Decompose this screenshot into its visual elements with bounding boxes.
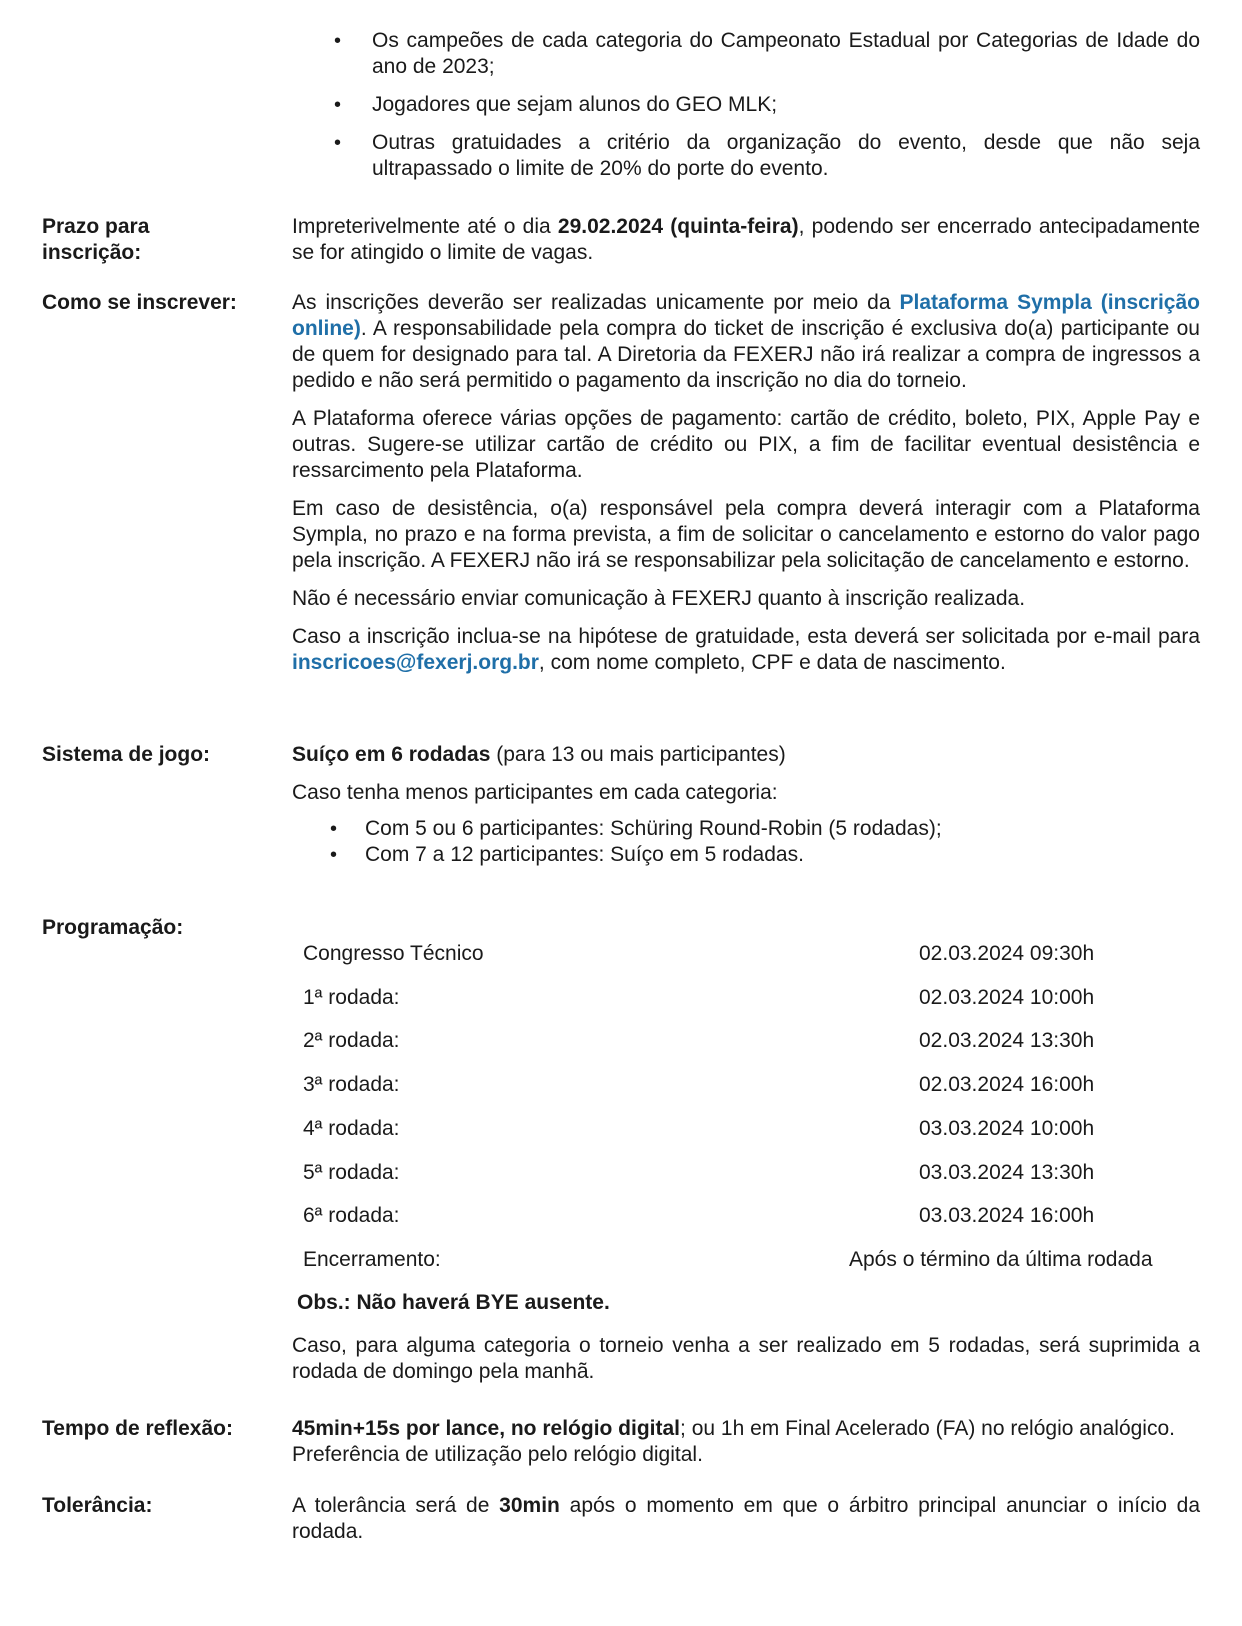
paragraph: A Plataforma oferece várias opções de pagamento: cartão de crédito, boleto, PIX, Apple Pay e outras. Sugere-se utilizar cartão de crédito ou PIX, a fim de facilitar eventual desistência e ressarcimento pela Plataforma. xyxy=(292,407,1200,482)
paragraph: Não é necessário enviar comunicação à FEXERJ quanto à inscrição realizada. xyxy=(292,587,1026,610)
time-control-label: Tempo de reflexão: xyxy=(42,1417,233,1440)
sympla-link[interactable]: Plataforma Sympla (inscrição online) xyxy=(292,291,1200,340)
deadline-label: Prazo para inscrição: xyxy=(42,215,150,264)
free-entry-list xyxy=(292,28,1200,194)
deadline-text: Impreterivelmente até o dia 29.02.2024 (quinta-feira), podendo ser encerrado antecipadamente se for atingido o limite de vagas. xyxy=(292,215,1200,264)
how-to-register-section xyxy=(292,290,1200,688)
schedule-row: Congresso Técnico 02.03.2024 09:30h xyxy=(303,942,1095,965)
paragraph: Caso a inscrição inclua-se na hipótese de gratuidade, esta deverá ser solicitada por e-mail para inscricoes@fexerj.org.br, com nome completo, CPF e data de nascimento. xyxy=(292,625,1200,674)
game-system-options xyxy=(292,816,1200,868)
schedule-label: Programação: xyxy=(42,916,184,939)
list-item: • Outras gratuidades a critério da organização do evento, desde que não seja ultrapassado o limite de 20% do porte do evento. xyxy=(292,130,1200,182)
schedule-row: Encerramento: Após o término da última rodada xyxy=(303,1248,1153,1271)
how-to-register-label: Como se inscrever: xyxy=(42,291,237,314)
schedule-row: 6ª rodada: 03.03.2024 16:00h xyxy=(303,1204,1095,1227)
schedule-row: 2ª rodada: 02.03.2024 13:30h xyxy=(303,1029,1095,1052)
schedule-row: 4ª rodada: 03.03.2024 10:00h xyxy=(303,1117,1095,1140)
time-control-text: 45min+15s por lance, no relógio digital; ou 1h em Final Acelerado (FA) no relógio analógico. Preferência de utilização pelo relógio digital. xyxy=(292,1417,1175,1466)
email-link[interactable]: inscricoes@fexerj.org.br xyxy=(292,651,539,674)
tolerance-label: Tolerância: xyxy=(42,1494,153,1517)
deadline-date: 29.02.2024 (quinta-feira) xyxy=(557,215,799,238)
list-item: • Com 5 ou 6 participantes: Schüring Round-Robin (5 rodadas); xyxy=(292,816,1200,842)
game-system-label: Sistema de jogo: xyxy=(42,743,211,766)
schedule-note: Caso, para alguma categoria o torneio venha a ser realizado em 5 rodadas, será suprimida a rodada de domingo pela manhã. xyxy=(292,1334,1200,1383)
paragraph: As inscrições deverão ser realizadas unicamente por meio da Plataforma Sympla (inscrição online). A responsabilidade pela compra do ticket de inscrição é exclusiva do(a) participante ou de quem for designado para tal. A Diretoria da FEXERJ não irá realizar a compra de ingressos a pedido e não será permitido o pagamento da inscrição no dia do torneio. xyxy=(292,291,1200,392)
schedule-row: 5ª rodada: 03.03.2024 13:30h xyxy=(303,1161,1095,1184)
schedule-row: 1ª rodada: 02.03.2024 10:00h xyxy=(303,986,1095,1009)
schedule-row: 3ª rodada: 02.03.2024 16:00h xyxy=(303,1073,1095,1096)
schedule-obs: Obs.: Não haverá BYE ausente. xyxy=(297,1291,610,1314)
list-item: • Jogadores que sejam alunos do GEO MLK; xyxy=(292,92,1200,118)
list-item: • Com 7 a 12 participantes: Suíço em 5 rodadas. xyxy=(292,842,1200,868)
tolerance-text: A tolerância será de 30min após o momento em que o árbitro principal anunciar o início da rodada. xyxy=(292,1494,1200,1543)
game-system-section: Suíço em 6 rodadas (para 13 ou mais participantes) Caso tenha menos participantes em cada categoria: • Com 5 ou 6 participantes: Schüring Round-Robin (5 rodadas); • Com 7 a 12 participantes: Suíço em 5 rodadas. xyxy=(292,742,1200,868)
list-item: • Os campeões de cada categoria do Campeonato Estadual por Categorias de Idade do ano de 2023; xyxy=(292,28,1200,80)
paragraph: Em caso de desistência, o(a) responsável pela compra deverá interagir com a Plataforma Sympla, no prazo e na forma prevista, a fim de solicitar o cancelamento e estorno do valor pago pela inscrição. A FEXERJ não irá se responsabilizar pela solicitação de cancelamento e estorno. xyxy=(292,497,1200,572)
